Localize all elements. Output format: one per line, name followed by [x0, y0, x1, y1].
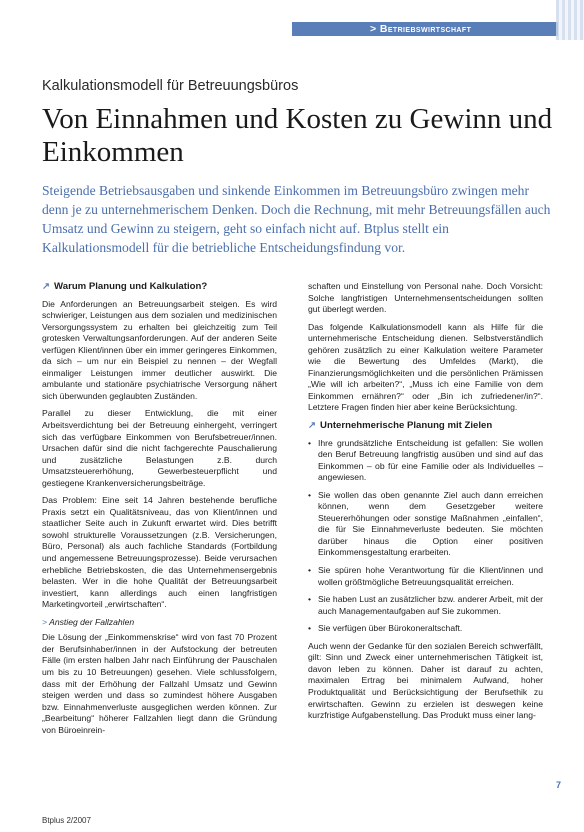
list-item: [308, 490, 543, 559]
article-title: Von Einnahmen und Kosten zu Gewinn und Einkommen: [42, 103, 553, 168]
list-item: [308, 594, 543, 617]
header-band: [0, 0, 584, 46]
bullet-icon: •: [308, 623, 312, 634]
list-item: [308, 623, 543, 635]
paragraph: Das Problem: Eine seit 14 Jahren bestehende berufliche Praxis setzt ein Qualitätsniveau, das von Klient/innen und staatlicher Seite auch in Zukunft erwartet wird. Dies betrifft sowohl strukturelle Voraussetzungen (z.B. Versicherungen, Büro, Personal) als auch fachliche Standards (Fortbildung und angemessene Betreuungsprozesse). Beide verursachen erhebliche Betriebskosten, die das Unternehmensergebnis belasten. Wer in die hohe Qualität der Betreuungsarbeit investiert, kann allerdings auch einen langfristigen Marketingvorteil „erwirtschaften“.: [42, 495, 277, 610]
paragraph: schaften und Einstellung von Personal nahe. Doch Vorsicht: Solche langfristigen Unternehmensentscheidungen sollten gut überlegt werden.: [308, 281, 543, 315]
list-item-text: Ihre grundsätzliche Entscheidung ist gefallen: Sie wollen den Beruf Betreuung langfristig ausüben und sind auf das Einkommen – ob für eine Familie oder als Individuelles – angewiesen.: [318, 437, 543, 483]
arrow-icon: ↗: [308, 420, 317, 432]
list-item-text: Sie spüren hohe Verantwortung für die Klient/innen und wollen größtmögliche Betreuungsqualität erreichen.: [318, 565, 543, 587]
section-heading-text: Warum Planung und Kalkulation?: [54, 281, 208, 292]
paragraph: Die Anforderungen an Betreuungsarbeit steigen. Es wird schwieriger, Leistungen aus dem sozialen und medizinischen Versorgungssystem zu erhalten bei gleichzeitig zum Teil grotesken Verwaltungsanforderungen. Auf der anderen Seite verfügen Klient/innen über ein immer geringeres Einkommen, da sich – um nur ein Beispiel zu nennen – der Wegfall einmaliger Leistungen immer deutlicher auswirkt. Die ambulante und stationäre psychiatrische Versorgung nähert sich überwunden geglaubten Zuständen.: [42, 298, 277, 401]
chevron-right-icon: >: [42, 616, 50, 627]
paragraph: Das folgende Kalkulationsmodell kann als Hilfe für die unternehmerische Entscheidung dienen. Selbstverständlich gehören zusätzlich zu einer Kalkulation weitere Parameter wie die Bewertung des Umfeldes (Markt), die Finanzierungsmöglichkeiten und die persönlichen Prämissen „Wie will ich arbeiten?“, „Muss ich eine Familie von dem Einkommen ernähren?“ oder „Bin ich zufriedener/in?“. Letztere Fragen finden hier aber keine Berücksichtung.: [308, 321, 543, 413]
left-column: [42, 281, 277, 742]
bullet-icon: •: [308, 489, 312, 500]
paragraph: Parallel zu dieser Entwicklung, die mit einer Arbeitsverdichtung bei der Betreuung einhergeht, verringert sich das verfügbare Einkommen von Berufsbetreuer/innen. Ursachen dafür sind die nicht fachgerechte Pauschalierung und zusätzliche Belastungen z.B. durch Umsatzsteuererhöhung, Gewerbesteuerpflicht und gestiegene Krankenversicherungsbeiträge.: [42, 408, 277, 488]
section-heading-text: Unternehmerische Planung mit Zielen: [320, 420, 493, 432]
paragraph: Auch wenn der Gedanke für den sozialen Bereich schwerfällt, gilt: Sinn und Zweck einer unternehmerischen Tätigkeit ist, davon leben zu können. Daher ist darauf zu achten, maximalen Ertrag bei minimalem Aufwand, hoher Produktqualität und Berücksichtigung der Berufsethik zu erwirtschaften. Gewinn zu erzielen ist deswegen keine kurzfristige Aufgabenstellung. Das Produkt muss einer lang-: [308, 640, 543, 721]
bullet-list: [308, 438, 543, 635]
section-label: > Betriebswirtschaft: [370, 23, 472, 35]
article-kicker: Kalkulationsmodell für Betreuungsbüros: [42, 78, 299, 94]
issue-footer: Btplus 2/2007: [42, 816, 91, 825]
list-item: [308, 565, 543, 588]
paragraph: Die Lösung der „Einkommenskrise“ wird von fast 70 Prozent der Berufsinhaber/innen in der Aufstockung der betreuten Fälle (im ersten halben Jahr nach Einführung der Pauschalen um bis zu 10 Betreuungen) gesehen. Viele schlussfolgern, dass mit der Erhöhung der Fallzahl Umsatz und Gewinn steigen werden und dass so zumindest höhere Ausgaben bzw. Einnahmenverluste ausgeglichen werden können. Zur „Bearbeitung“ höherer Fallzahlen liegt dann die Gründung von Büroeinrein-: [42, 632, 277, 735]
corner-pattern: [556, 0, 584, 40]
page-number: 7: [556, 780, 562, 790]
subheading: [42, 617, 277, 629]
bullet-icon: •: [308, 594, 312, 605]
section-heading-goals: [308, 420, 543, 432]
list-item: [308, 438, 543, 484]
right-column: [308, 281, 543, 728]
article-lead: Steigende Betriebsausgaben und sinkende Einkommen im Betreuungsbüro zwingen mehr denn je zu unternehmerischem Denken. Doch die Rechnung, mit mehr Betreuungsfällen auch Umsatz und Gewinn zu steigern, geht so einfach nicht auf. Btplus stellt ein Kalkulationsmodell für die betriebliche Entscheidungsfindung vor.: [42, 183, 551, 255]
subheading-text: Anstieg der Fallzahlen: [49, 616, 135, 627]
list-item-text: Sie haben Lust an zusätzlicher bzw. anderer Arbeit, mit der auch Managementaufgaben auf Sie zukommen.: [318, 594, 543, 616]
arrow-icon: ↗: [42, 281, 51, 292]
list-item-text: Sie wollen das oben genannte Ziel auch dann erreichen können, wenn dem Gesetzgeber weitere Steuererhöhungen oder sonstige Maßnahmen „einfallen“, die für Sie Einnahmeverluste bedeuten. Sie möchten darüber hinaus die Option einer positiven Einkommensgestaltung erarbeiten.: [318, 489, 543, 558]
bullet-icon: •: [308, 565, 312, 576]
bullet-icon: •: [308, 437, 312, 448]
section-heading-planning: [42, 281, 277, 293]
list-item-text: Sie verfügen über Bürokoneraltschaft.: [318, 623, 463, 634]
